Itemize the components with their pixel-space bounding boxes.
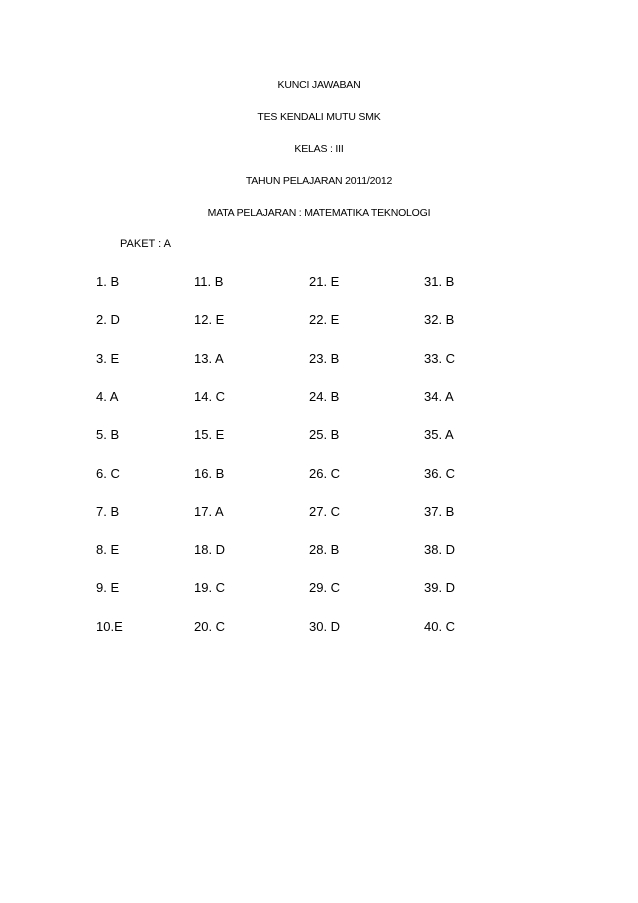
- academic-year: TAHUN PELAJARAN 2011/2012: [245, 175, 393, 187]
- answer-item: 10.E: [96, 619, 123, 634]
- answer-item: 8. E: [96, 542, 120, 557]
- test-name: TES KENDALI MUTU SMK: [257, 111, 381, 123]
- class-label: KELAS : III: [294, 143, 344, 155]
- answer-item: 14. C: [194, 389, 226, 404]
- answer-item: 5. B: [96, 427, 120, 442]
- answer-item: 33. C: [424, 351, 456, 366]
- paket-label: PAKET : A: [120, 238, 171, 250]
- answer-item: 11. B: [194, 274, 224, 289]
- answer-item: 28. B: [309, 542, 340, 557]
- answer-item: 2. D: [96, 312, 120, 327]
- answer-item: 36. C: [424, 466, 456, 481]
- answer-item: 26. C: [309, 466, 341, 481]
- answer-item: 39. D: [424, 580, 456, 595]
- answer-item: 22. E: [309, 312, 340, 327]
- answer-item: 20. C: [194, 619, 226, 634]
- answer-item: 13. A: [194, 351, 224, 366]
- answer-item: 29. C: [309, 580, 341, 595]
- answer-item: 3. E: [96, 351, 120, 366]
- answer-item: 35. A: [424, 427, 454, 442]
- answer-item: 32. B: [424, 312, 455, 327]
- document-title: KUNCI JAWABAN: [277, 79, 361, 91]
- answer-item: 4. A: [96, 389, 119, 404]
- answer-item: 31. B: [424, 274, 455, 289]
- answer-item: 21. E: [309, 274, 340, 289]
- answer-item: 23. B: [309, 351, 340, 366]
- answer-item: 24. B: [309, 389, 340, 404]
- answer-item: 16. B: [194, 466, 225, 481]
- answer-item: 37. B: [424, 504, 455, 519]
- answer-item: 17. A: [194, 504, 224, 519]
- answer-item: 30. D: [309, 619, 341, 634]
- answer-item: 7. B: [96, 504, 120, 519]
- answer-item: 19. C: [194, 580, 226, 595]
- answer-item: 12. E: [194, 312, 225, 327]
- answer-item: 27. C: [309, 504, 341, 519]
- answer-item: 38. D: [424, 542, 456, 557]
- answer-item: 34. A: [424, 389, 454, 404]
- answer-item: 9. E: [96, 580, 120, 595]
- answer-item: 18. D: [194, 542, 226, 557]
- subject-label: MATA PELAJARAN : MATEMATIKA TEKNOLOGI: [207, 207, 431, 219]
- answer-item: 1. B: [96, 274, 120, 289]
- answer-item: 25. B: [309, 427, 340, 442]
- answer-item: 15. E: [194, 427, 225, 442]
- answer-item: 6. C: [96, 466, 120, 481]
- answer-item: 40. C: [424, 619, 456, 634]
